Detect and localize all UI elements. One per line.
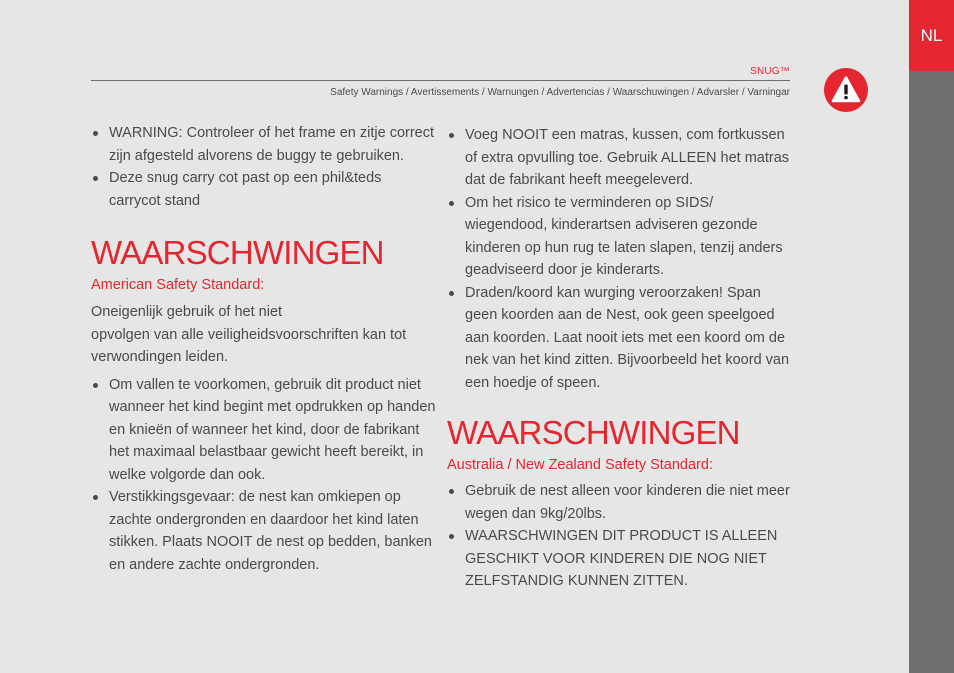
language-label: NL xyxy=(920,25,943,45)
intro-paragraph xyxy=(91,301,436,369)
paragraph-line: Oneigenlijk gebruik of het niet xyxy=(91,304,283,320)
left-column xyxy=(91,122,436,576)
header-divider xyxy=(91,80,790,81)
warning-triangle-icon xyxy=(824,68,868,112)
section-title: WAARSCHWINGEN xyxy=(447,414,740,451)
section-subtitle: American Safety Standard: xyxy=(91,277,265,293)
list-item: Verstikkingsgevaar: de nest kan omkiepen op zachte ondergronden en daardoor het kind laten stikken. Plaats NOOIT de nest op bedden, banken en andere zachte ondergronden. xyxy=(91,486,436,576)
section-title: WAARSCHWINGEN xyxy=(91,234,384,271)
right-sidebar xyxy=(909,0,954,673)
list-item: Voeg NOOIT een matras, kussen, com fortkussen of extra opvulling toe. Gebruik ALLEEN het matras dat de fabrikant heeft meegeleverd. xyxy=(447,124,792,192)
warning-bullet-list xyxy=(447,124,792,394)
list-item: Deze snug carry cot past op een phil&teds carrycot stand xyxy=(91,167,436,212)
list-item: Gebruik de nest alleen voor kinderen die niet meer wegen dan 9kg/20lbs. xyxy=(447,480,792,525)
list-item: Draden/koord kan wurging veroorzaken! Span geen koorden aan de Nest, ook geen speelgoed aan koorden. Laat nooit iets met een koord om de nek van het kind zitten. Bijvoorbeeld het koord van een hoedje of speen. xyxy=(447,282,792,395)
right-column xyxy=(447,124,792,593)
list-item: Om het risico te verminderen op SIDS/ wiegendood, kinderartsen adviseren gezonde kinderen op hun rug te laten slapen, tenzij anders geadviseerd door je kinderarts. xyxy=(447,192,792,282)
breadcrumb: Safety Warnings / Avertissements / Warnungen / Advertencias / Waarschuwingen / Advarsler / Varningar xyxy=(330,87,790,98)
section-subtitle: Australia / New Zealand Safety Standard: xyxy=(447,457,713,473)
language-tab[interactable] xyxy=(909,0,954,71)
warning-bullet-list xyxy=(91,374,436,577)
paragraph-line: opvolgen van alle veiligheidsvoorschriften kan tot verwondingen leiden. xyxy=(91,326,407,365)
list-item: Om vallen te voorkomen, gebruik dit product niet wanneer het kind begint met opdrukken op handen en knieën of wanneer het kind, door de fabrikant het maximaal belastbaar gewicht heeft bereikt, in welke volgorde dan ook. xyxy=(91,374,436,487)
list-item: WAARSCHWINGEN DIT PRODUCT IS ALLEEN GESCHIKT VOOR KINDEREN DIE NOG NIET ZELFSTANDIG KUNNEN ZITTEN. xyxy=(447,525,792,593)
warning-bullet-list xyxy=(447,480,792,593)
intro-bullet-list xyxy=(91,122,436,212)
brand-name: SNUG™ xyxy=(750,66,790,77)
list-item: WARNING: Controleer of het frame en zitje correct zijn afgesteld alvorens de buggy te gebruiken. xyxy=(91,122,436,167)
